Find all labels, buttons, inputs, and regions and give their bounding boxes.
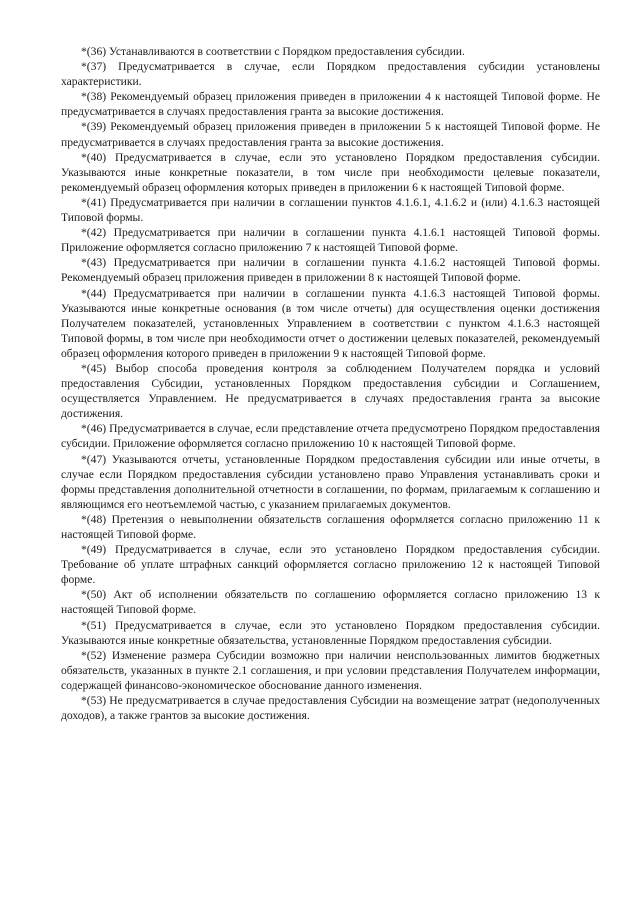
footnote-39: *(39) Рекомендуемый образец приложения приведен в приложении 5 к настоящей Типовой форме. Не предусматривается в случаях предоставления гранта за высокие достижения. [61,120,600,149]
footnote-41: *(41) Предусматривается при наличии в соглашении пунктов 4.1.6.1, 4.1.6.2 и (или) 4.1.6.3 настоящей Типовой формы. [61,195,600,225]
footnote-44: *(44) Предусматривается при наличии в соглашении пункта 4.1.6.3 настоящей Типовой формы. Указываются иные конкретные основания (в том числе отчеты) для осуществления оценки достижения Получателем показателей, установленных Управлением в соответствии с пунктом 4.1.6.3 настоящей Типовой формы, в том числе при необходимости отчет о достижении целевых показателей, рекомендуемый образец оформления которого приведен в приложении 9 к настоящей Типовой форме. [61,286,600,360]
footnote-38: *(38) Рекомендуемый образец приложения приведен в приложении 4 к настоящей Типовой форме. Не предусматривается в случаях предоставления гранта за высокие достижения. [61,90,600,119]
footnote-45: *(45) Выбор способа проведения контроля за соблюдением Получателем порядка и условий предоставления Субсидии, установленных Порядком предоставления субсидии и Соглашением, осуществляется Управлением. Не предусматривается в случаях предоставления гранта за высокие достижения. [61,361,600,421]
footnote-50: *(50) Акт об исполнении обязательств по соглашению оформляется согласно приложению 13 к настоящей Типовой форме. [61,588,600,617]
footnote-42: *(42) Предусматривается при наличии в соглашении пункта 4.1.6.1 настоящей Типовой формы. Приложение оформляется согласно приложению 7 к настоящей Типовой форме. [61,226,600,255]
footnote-37: *(37) Предусматривается в случае, если Порядком предоставления субсидии установлены характеристики. [61,60,600,89]
footnote-53: *(53) Не предусматривается в случае предоставления Субсидии на возмещение затрат (недополученных доходов), а также грантов за высокие достижения. [61,694,600,723]
footnote-47: *(47) Указываются отчеты, установленные Порядком предоставления субсидии или иные отчеты, в случае если Порядком предоставления субсидии установлено право Управления устанавливать сроки и формы представления дополнительной отчетности в соглашении, по формам, прилагаемым к соглашению и являющимся его неотъемлемой частью, с указанием прилагаемых документов. [61,452,600,511]
footnote-52: *(52) Изменение размера Субсидии возможно при наличии неиспользованных лимитов бюджетных обязательств, указанных в пункте 2.1 соглашения, и при условии представления Получателем информации, содержащей финансово-экономическое обоснование данного изменения. [61,648,600,692]
footnote-48: *(48) Претензия о невыполнении обязательств соглашения оформляется согласно приложению 11 к настоящей Типовой форме. [61,512,600,541]
footnote-51: *(51) Предусматривается в случае, если это установлено Порядком предоставления субсидии. Указываются иные конкретные обязательства, установленные Порядком предоставления субсидии. [61,618,600,647]
footnote-43: *(43) Предусматривается при наличии в соглашении пункта 4.1.6.2 настоящей Типовой формы. Рекомендуемый образец приложения приведен в приложении 8 к настоящей Типовой форме. [61,256,600,285]
footnote-46: *(46) Предусматривается в случае, если представление отчета предусмотрено Порядком предоставления субсидии. Приложение оформляется согласно приложению 10 к настоящей Типовой форме. [61,422,600,451]
footnote-36: *(36) Устанавливаются в соответствии с Порядком предоставления субсидии. [81,45,465,58]
footnote-40: *(40) Предусматривается в случае, если это установлено Порядком предоставления субсидии. Указываются иные конкретные показатели, в том числе при необходимости целевые показатели, рекомендуемый образец оформления которых приведен в приложении 6 к настоящей Типовой форме. [61,150,600,194]
footnote-49: *(49) Предусматривается в случае, если это установлено Порядком предоставления субсидии. Требование об уплате штрафных санкций оформляется согласно приложению 12 к настоящей Типовой форме. [61,543,600,587]
